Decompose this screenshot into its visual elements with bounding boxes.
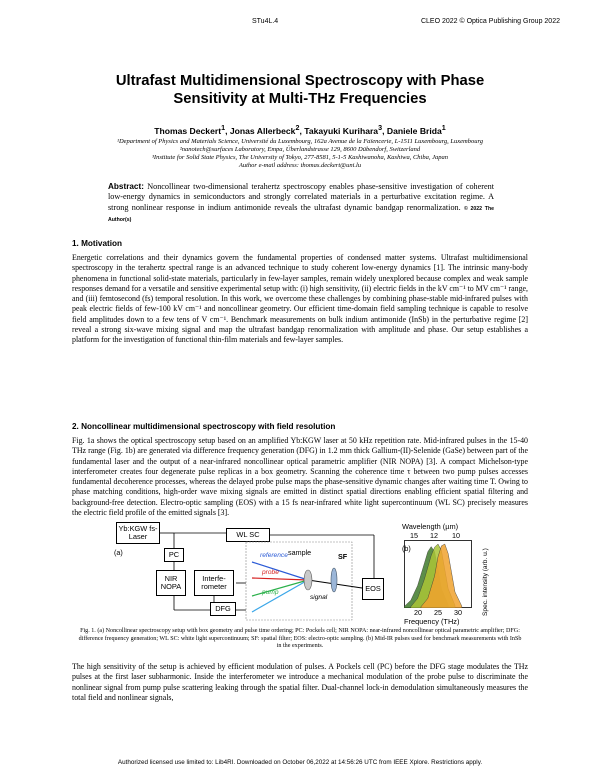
copyright-notice: © 2022 The Author(s) xyxy=(108,205,494,224)
motivation-paragraph: Energetic correlations and their dynamics govern the fundamental properties of condensed matter systems. Ultrafast multidimensional spectroscopy in the terahertz spectral range is an advanced technique to study coherent low-energy dynamics [1]. The intrinsic many-body phenomena in functional solid-state materials, particularly in few-layer samples, remain widely unexplored because complex and weak sample responses demand for a versatile and sensitive experimental setup with: (i) high sensitivity, (ii) electric fields in the kV cm⁻¹ to MV cm⁻¹ range, and (iii) femtosecond (fs) temporal resolution. In this work, we overcome these challenges by combining phase-stable mid-infrared pulses with peak electric fields of few-100 kV cm⁻¹ and noncollinear geometry. Our efficient time-domain field sampling technique is capable to resolve field amplitudes down to a few tens of V cm⁻¹. Benchmark measurements on bulk indium antimonide (InSb) in the perturbative regime [2] reveal a strong six-wave mixing signal and map the ultrafast bandgap renormalization with amplitude and phase. Our setup establishes a platform for the investigation of functional thin-film materials and few-layer samples. xyxy=(72,253,528,345)
section-heading-motivation: 1. Motivation xyxy=(72,239,123,248)
eos-box: EOS xyxy=(362,578,384,600)
title-line-2: Sensitivity at Multi-THz Frequencies xyxy=(173,91,427,107)
y-axis-label: Spec. intensity (arb. u.) xyxy=(482,548,489,616)
author-name: Daniele Brida xyxy=(386,125,442,136)
bottom-tick-3: 30 xyxy=(454,608,462,617)
header-conference: CLEO 2022 © Optica Publishing Group 2022 xyxy=(420,18,560,25)
nopa-box: NIR NOPA xyxy=(156,570,186,596)
interferometer-box: Interfe-rometer xyxy=(194,570,234,596)
bottom-tick-1: 20 xyxy=(414,608,422,617)
top-tick-3: 10 xyxy=(452,531,460,540)
bottom-axis-label: Frequency (THz) xyxy=(404,617,460,626)
sample-label: sample xyxy=(288,548,312,557)
header-session-code: STu4L.4 xyxy=(252,18,279,25)
author-sup: 2 xyxy=(295,124,300,132)
setup-diagram-svg xyxy=(112,522,392,626)
author-list: Thomas Deckert$^1$, Jonas Allerbeck$^2$, Takayuki Kurihara$^3$, Daniele Brida$^1$ xyxy=(154,124,446,136)
spatial-filter-icon xyxy=(331,568,337,592)
wlsc-box: WL SC xyxy=(226,528,270,542)
paper-title xyxy=(60,72,540,108)
probe-beam xyxy=(252,578,308,580)
abstract-text: Noncollinear two-dimensional terahertz spectroscopy enables phase-sensitive investigation of coherent low-energy dynamics in semiconductors and strongly correlated materials in a perturbative excitation regime. A strong nonlinear response in indium antimonide reveals the ultrafast dynamic bandgap renormalization. xyxy=(108,182,494,212)
top-tick-2: 12 xyxy=(430,531,438,540)
author-sup: 1 xyxy=(441,124,446,132)
author-name: Takayuki Kurihara xyxy=(304,125,379,136)
top-tick-1: 15 xyxy=(410,531,418,540)
panel-a-label: (a) xyxy=(114,548,123,557)
abstract-label: Abstract: xyxy=(108,182,144,191)
title-line-1: Ultrafast Multidimensional Spectroscopy with Phase xyxy=(115,73,485,89)
sf-label: SF xyxy=(338,552,348,561)
figure-caption: Fig. 1. (a) Noncollinear spectroscopy setup with box geometry and pulse time ordering; PC: Pockels cell; NIR NOPA: near-infrared noncollinear optical parametric amplifier; DFG: difference frequency generation; WL SC: white light supercontinuum; SF: spatial filter; EOS: electro-optic sampling. (b) Mid-IR pulses used for benchmark measurements with InSb in the experiments. xyxy=(78,628,522,650)
section-heading-setup: 2. Noncollinear multidimensional spectroscopy with field resolution xyxy=(72,422,336,431)
pockels-cell-box: PC xyxy=(164,548,184,562)
figure-1 xyxy=(112,522,498,626)
signal-label: signal xyxy=(310,594,328,601)
author-sup: 3 xyxy=(378,124,383,132)
pump-label: pump xyxy=(262,589,279,596)
dfg-box: DFG xyxy=(210,602,236,616)
sample-icon xyxy=(304,570,312,590)
probe-label: probe xyxy=(262,569,279,576)
author-sup: 1 xyxy=(221,124,226,132)
pump-beam-2 xyxy=(252,580,308,612)
affiliation-1: ¹Department of Physics and Materials Science, Université du Luxembourg, 162a Avenue de la Faïencerie, L-1511 Luxembourg, Luxembourg xyxy=(117,138,483,145)
setup-paragraph: Fig. 1a shows the optical spectroscopy setup based on an amplified Yb:KGW laser at 50 kHz repetition rate. Mid-infrared pulses in the 15-40 THz range (Fig. 1b) are generated via difference frequency generation (DFG) in 1.2 mm thick Gallium-(II)-Selenide (GaSe) between part of the fundamental laser and the output of a near-infrared noncollinear optical parametric amplifier (NIR NOPA) [3]. A compact Michelson-type interferometer creates four degenerate pulse replicas in a box geometry. Scanning the coherence time τ between two pump pulses accesses fundamental decoherence processes, whereas the delayed probe pulse maps the phase-sensitive dynamic changes after waiting time T. Owing to phase matching conditions, high-order wave mixing signals are emitted in distinct spatial directions enabling efficient spatial filtering and background-free detection. Electro-optic sampling (EOS) with a 15 fs near-infrared white light supercontinuum (WL SC) precisely measures the electric field profile of the emitted signals [3]. xyxy=(72,436,528,518)
author-name: Jonas Allerbeck xyxy=(229,125,296,136)
spectrum-chart xyxy=(404,540,472,608)
download-footer: Authorized licensed use limited to: Lib4RI. Downloaded on October 06,2022 at 14:56:26 UTC from IEEE Xplore. Restrictions apply. xyxy=(117,759,483,766)
pump-beam xyxy=(252,580,308,596)
panel-b-label: (b) xyxy=(402,544,411,553)
author-email: Author e-mail address: thomas.deckert@uni.lu xyxy=(238,162,362,169)
reference-label: reference xyxy=(260,552,288,559)
author-name: Thomas Deckert xyxy=(154,125,222,136)
reference-beam xyxy=(252,562,308,580)
bottom-tick-2: 25 xyxy=(434,608,442,617)
affiliation-3: ³Institute for Solid State Physics, The University of Tokyo, 277-8581, 5-1-5 Kashiwanoha, Kashiwa, Chiba, Japan xyxy=(151,154,448,161)
modulation-paragraph: The high sensitivity of the setup is achieved by efficient modulation of pulses. A Pockels cell (PC) before the DFG stage modulates the THz pulses at the first laser subharmonic. Inside the interferometer we introduce a mechanical modulation of the probe pulse to discriminate the nonlinear signal from pump pulse scattering leaking through the spatial filter. Dual-channel lock-in demodulation simultaneously measures the total field and nonlinear signals, xyxy=(72,662,528,702)
top-axis-label: Wavelength (µm) xyxy=(402,522,459,531)
affiliation-2: ²nanotech@surfaces Laboratory, Empa, Überlandstrasse 129, 8600 Dübendorf, Switzerland xyxy=(179,146,421,153)
abstract xyxy=(108,182,494,226)
laser-box: Yb:KGW fs-Laser xyxy=(116,522,160,544)
